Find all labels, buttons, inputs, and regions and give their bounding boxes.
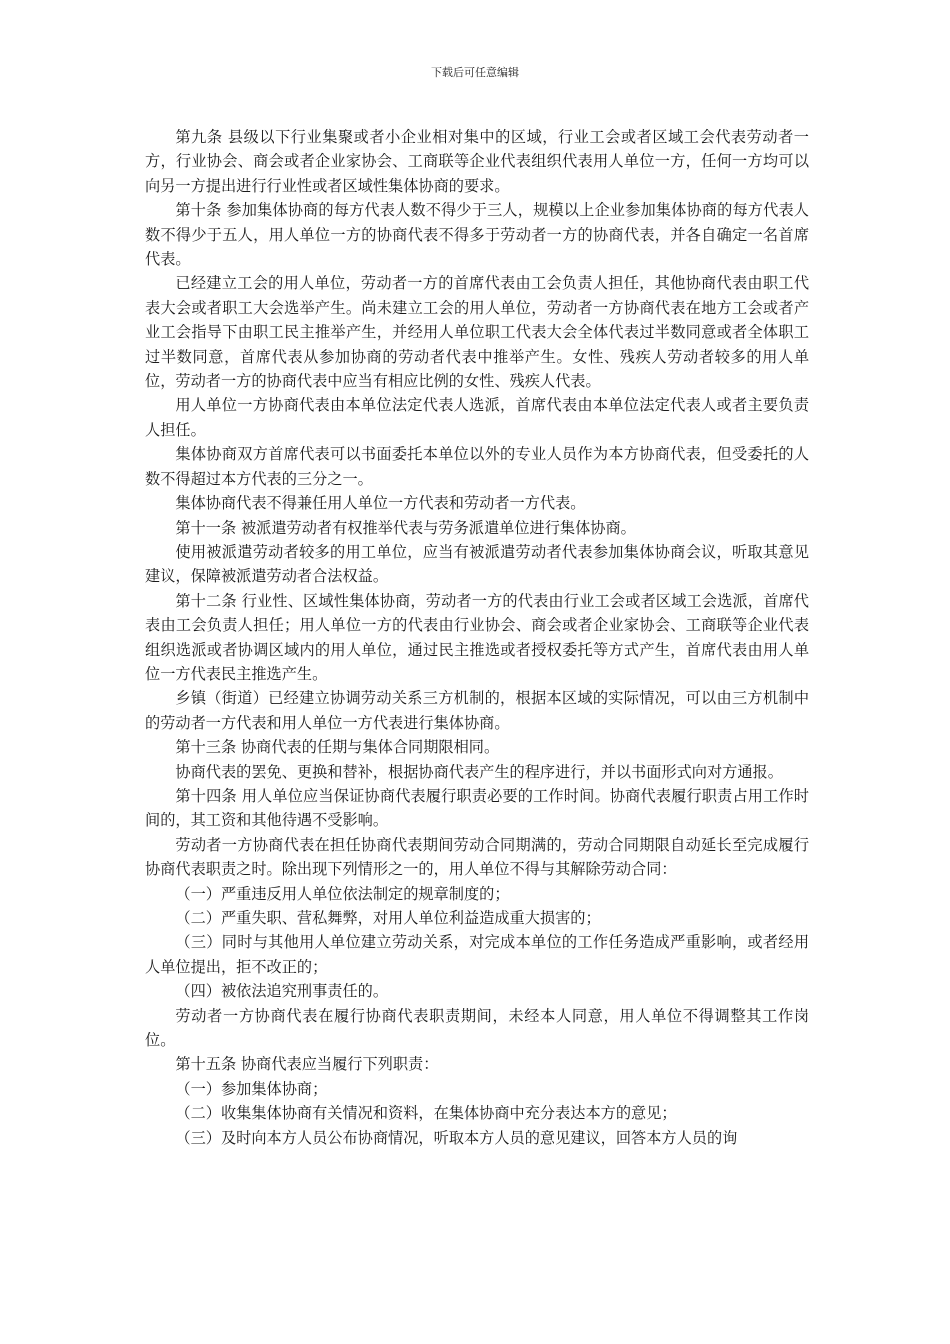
list-item: （一）严重违反用人单位依法制定的规章制度的； bbox=[175, 884, 510, 903]
paragraph: 使用被派遣劳动者较多的用工单位，应当有被派遣劳动者代表参加集体协商会议，听取其意见建议，保障被派遣劳动者合法权益。 bbox=[145, 542, 809, 586]
paragraph: 第十三条 协商代表的任期与集体合同期限相同。 bbox=[175, 738, 500, 757]
paragraph: 第十二条 行业性、区域性集体协商，劳动者一方的代表由行业工会或者区域工会选派，首席代表由工会负责人担任；用人单位一方的代表由行业协会、商会或者企业家协会、工商联等企业代表组织选派或者协调区域内的用人单位，通过民主推选或者授权委托等方式产生，首席代表由用人单位一方代表民主推选产生。 bbox=[145, 591, 809, 683]
list-item: （四）被依法追究刑事责任的。 bbox=[175, 982, 389, 1001]
paragraph: 第十四条 用人单位应当保证协商代表履行职责必要的工作时间。协商代表履行职责占用工作时间的，其工资和其他待遇不受影响。 bbox=[145, 786, 809, 830]
paragraph: 劳动者一方协商代表在履行协商代表职责期间，未经本人同意，用人单位不得调整其工作岗位。 bbox=[145, 1006, 809, 1050]
paragraph: 集体协商代表不得兼任用人单位一方代表和劳动者一方代表。 bbox=[175, 494, 586, 513]
list-item: （二）严重失职、营私舞弊，对用人单位利益造成重大损害的； bbox=[175, 909, 601, 927]
list-item: （三）及时向本方人员公布协商情况，听取本方人员的意见建议，回答本方人员的询 bbox=[175, 1128, 738, 1147]
document-body bbox=[145, 125, 809, 1150]
paragraph: 乡镇（街道）已经建立协调劳动关系三方机制的，根据本区域的实际情况，可以由三方机制中的劳动者一方代表和用人单位一方代表进行集体协商。 bbox=[145, 689, 809, 732]
list-item: （二）收集集体协商有关情况和资料，在集体协商中充分表达本方的意见； bbox=[175, 1104, 677, 1123]
paragraph: 已经建立工会的用人单位，劳动者一方的首席代表由工会负责人担任，其他协商代表由职工代表大会或者职工大会选举产生。尚未建立工会的用人单位，劳动者一方协商代表在地方工会或者产业工会指导下由职工民主推举产生，并经用人单位职工代表大会全体代表过半数同意或者全体职工过半数同意，首席代表从参加协商的劳动者代表中推举产生。女性、残疾人劳动者较多的用人单位，劳动者一方的协商代表中应当有相应比例的女性、残疾人代表。 bbox=[145, 274, 809, 391]
paragraph: 用人单位一方协商代表由本单位法定代表人选派，首席代表由本单位法定代表人或者主要负责人担任。 bbox=[145, 396, 809, 439]
paragraph: 协商代表的罢免、更换和替补，根据协商代表产生的程序进行，并以书面形式向对方通报。 bbox=[175, 762, 783, 781]
paragraph: 第十条 参加集体协商的每方代表人数不得少于三人，规模以上企业参加集体协商的每方代表人数不得少于五人，用人单位一方的协商代表不得多于劳动者一方的协商代表，并各自确定一名首席代表。 bbox=[145, 201, 809, 269]
paragraph: 第九条 县级以下行业集聚或者小企业相对集中的区域，行业工会或者区域工会代表劳动者一方，行业协会、商会或者企业家协会、工商联等企业代表组织代表用人单位一方，任何一方均可以向另一方提出进行行业性或者区域性集体协商的要求。 bbox=[145, 128, 809, 195]
page-header: 下载后可任意编辑 bbox=[431, 66, 519, 79]
list-item: （三）同时与其他用人单位建立劳动关系，对完成本单位的工作任务造成严重影响，或者经用人单位提出，拒不改正的； bbox=[145, 933, 809, 976]
paragraph: 第十五条 协商代表应当履行下列职责： bbox=[175, 1055, 439, 1074]
paragraph: 集体协商双方首席代表可以书面委托本单位以外的专业人员作为本方协商代表，但受委托的人数不得超过本方代表的三分之一。 bbox=[145, 445, 809, 488]
paragraph: 第十一条 被派遣劳动者有权推举代表与劳务派遣单位进行集体协商。 bbox=[175, 518, 636, 537]
paragraph: 劳动者一方协商代表在担任协商代表期间劳动合同期满的，劳动合同期限自动延长至完成履行协商代表职责之时。除出现下列情形之一的，用人单位不得与其解除劳动合同： bbox=[145, 835, 809, 879]
list-item: （一）参加集体协商； bbox=[175, 1079, 328, 1098]
